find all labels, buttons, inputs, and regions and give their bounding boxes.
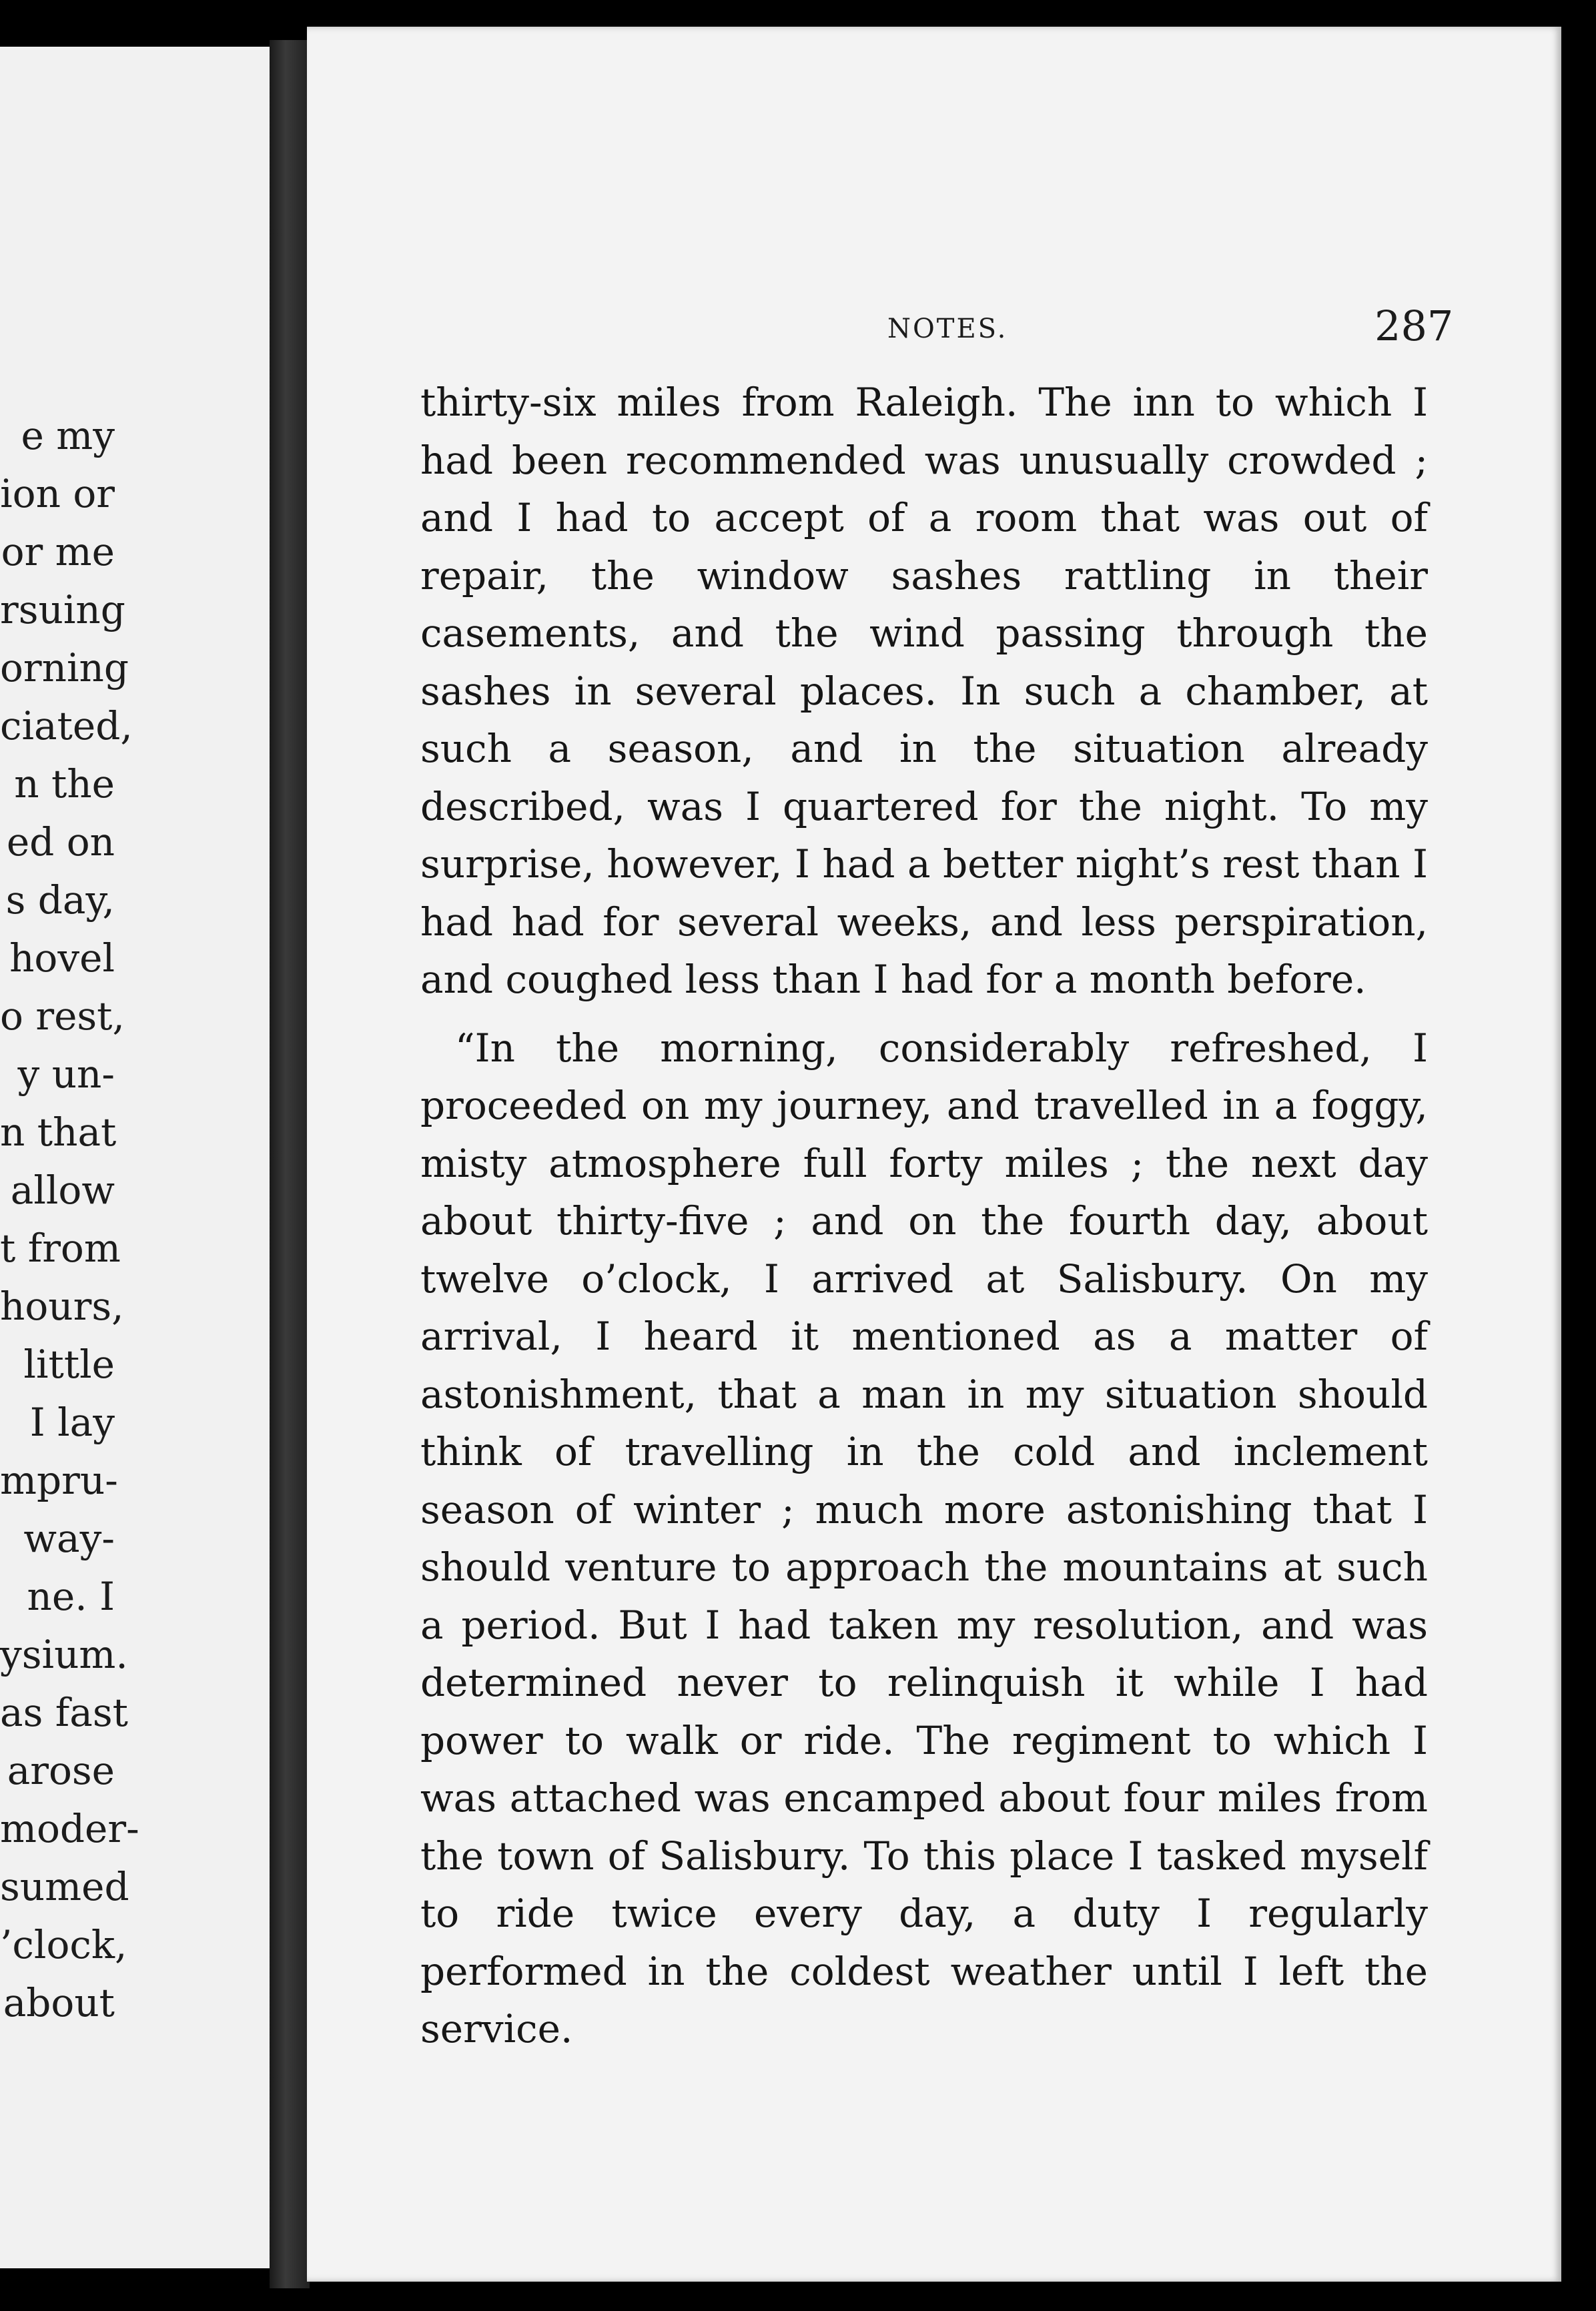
left-line-fragment: about (3, 1980, 115, 2025)
left-line-fragment: s day, (5, 877, 115, 923)
right-page (307, 27, 1561, 2282)
left-line-fragment: way- (23, 1516, 115, 1561)
left-line-fragment: ne. I (27, 1574, 115, 1619)
left-line-fragment: ysium. (0, 1632, 128, 1677)
left-line-fragment: orning (0, 645, 129, 690)
left-line-fragment: o rest, (0, 993, 125, 1039)
page-number: 287 (1374, 302, 1454, 350)
left-line-fragment: I lay (29, 1400, 115, 1445)
left-line-fragment: moder- (0, 1806, 139, 1851)
body-text (420, 374, 1428, 2058)
left-line-fragment: n that (0, 1109, 117, 1155)
left-line-fragment: e my (21, 413, 115, 458)
paragraph-1: thirty-six miles from Raleigh. The inn to which I had been recommended was unusually crowded ; and I had to accept of a room that was out of repair, the window sashes rattling in their casements, and the wind passing through the sashes in several places. In such a chamber, at such a season, and in the situation already described, was I quartered for the night. To my surprise, however, I had a better night’s rest than I had had for several weeks, and less perspiration, and coughed less than I had for a month before. (420, 380, 1428, 1002)
left-line-fragment: t from (0, 1226, 121, 1271)
left-facing-page (0, 47, 287, 2268)
left-line-fragment: mpru- (0, 1458, 118, 1503)
left-line-fragment: allow (10, 1168, 115, 1213)
left-line-fragment: little (23, 1342, 115, 1387)
page-header (307, 302, 1454, 362)
left-line-fragment: arose (7, 1748, 115, 1793)
left-line-fragment: rsuing (0, 587, 125, 632)
left-line-fragment: ed on (6, 819, 115, 865)
left-line-fragment: ciated, (0, 703, 133, 749)
left-line-fragment: as fast (0, 1690, 128, 1735)
left-line-fragment: y un- (17, 1051, 115, 1097)
left-line-fragment: sumed (0, 1864, 129, 1909)
left-page-text-fragments (0, 407, 139, 2032)
running-head: NOTES. (887, 314, 1008, 344)
left-line-fragment: n the (14, 761, 115, 807)
paragraph-2: “In the morning, considerably refreshed, I proceeded on my journey, and travelled in a foggy, misty atmosphere full forty miles ; the next day about thirty-five ; and on the fourth day, about twelve o’clock, I arrived at Salisbury. On my arrival, I heard it mentioned as a matter of astonishment, that a man in my situation should think of travelling in the cold and inclement season of winter ; much more astonishing that I should venture to approach the mountains at such a period. But I had taken my resolution, and was determined never to relinquish it while I had power to walk or ride. The regiment to which I was attached was encamped about four miles from the town of Salisbury. To this place I tasked myself to ride twice every day, a duty I regularly performed in the coldest weather until I left the service. (420, 1025, 1428, 2051)
left-line-fragment: ’clock, (0, 1922, 127, 1967)
left-line-fragment: or me (1, 529, 115, 574)
book-gutter (270, 40, 310, 2288)
left-line-fragment: hovel (9, 935, 115, 981)
left-line-fragment: ion or (0, 471, 115, 516)
left-line-fragment: hours, (0, 1284, 124, 1329)
